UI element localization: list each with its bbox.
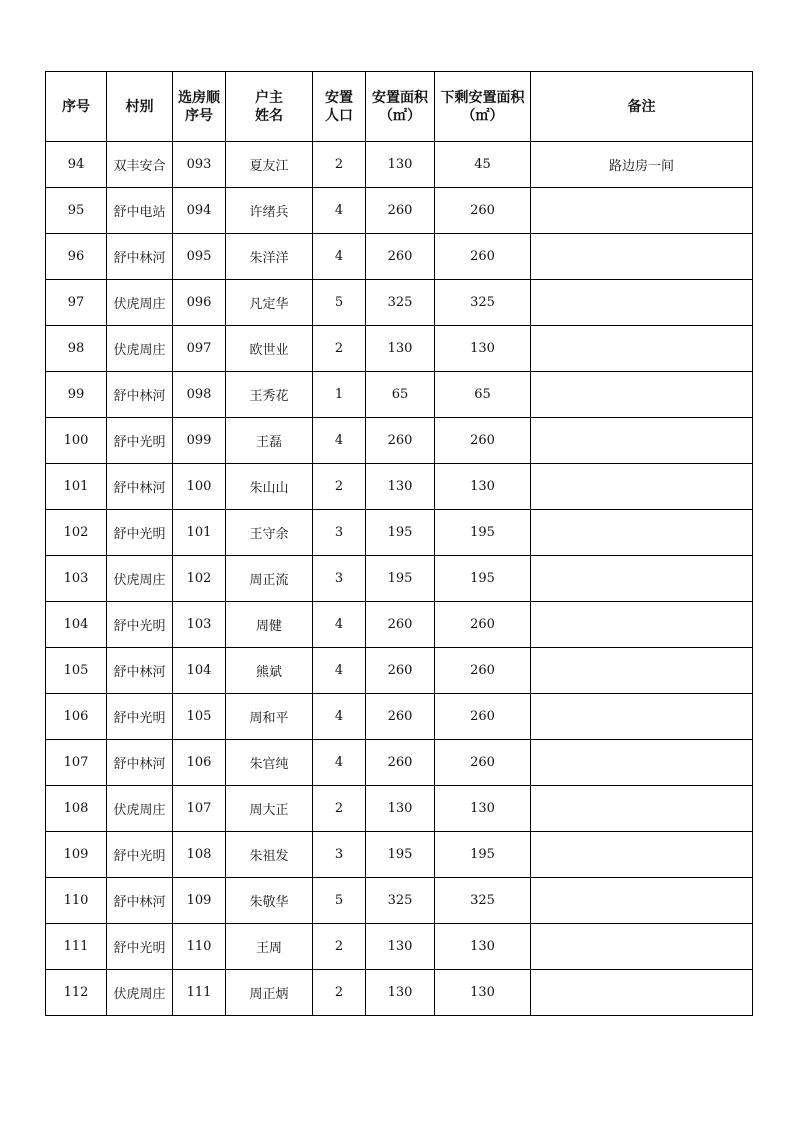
cell-village: 伏虎周庄 (107, 970, 173, 1016)
cell-householder-name: 王秀花 (226, 372, 313, 418)
cell-householder-name: 夏友江 (226, 142, 313, 188)
cell-area: 260 (366, 188, 435, 234)
cell-village: 舒中林河 (107, 740, 173, 786)
cell-selection-order: 107 (173, 786, 226, 832)
cell-population: 3 (313, 510, 366, 556)
cell-index: 96 (46, 234, 107, 280)
table-row (46, 694, 753, 740)
cell-remaining-area: 130 (435, 924, 531, 970)
cell-index: 106 (46, 694, 107, 740)
cell-remaining-area: 65 (435, 372, 531, 418)
cell-remaining-area: 130 (435, 786, 531, 832)
cell-area: 260 (366, 648, 435, 694)
cell-area: 260 (366, 740, 435, 786)
cell-remaining-area: 260 (435, 648, 531, 694)
cell-area: 260 (366, 602, 435, 648)
cell-selection-order: 102 (173, 556, 226, 602)
cell-area: 65 (366, 372, 435, 418)
cell-selection-order: 110 (173, 924, 226, 970)
cell-householder-name: 朱官纯 (226, 740, 313, 786)
cell-householder-name: 朱山山 (226, 464, 313, 510)
table-row (46, 372, 753, 418)
header-area-line: 安置面积 (372, 89, 428, 106)
cell-householder-name: 王周 (226, 924, 313, 970)
header-remaining-area-line: （㎡） (461, 107, 504, 124)
cell-selection-order: 103 (173, 602, 226, 648)
header-householder-name (226, 72, 313, 142)
cell-remarks (531, 326, 753, 372)
cell-remarks (531, 832, 753, 878)
cell-householder-name: 周和平 (226, 694, 313, 740)
cell-index: 102 (46, 510, 107, 556)
cell-population: 2 (313, 326, 366, 372)
cell-index: 95 (46, 188, 107, 234)
cell-area: 195 (366, 832, 435, 878)
cell-householder-name: 凡定华 (226, 280, 313, 326)
cell-remarks (531, 464, 753, 510)
table-row (46, 280, 753, 326)
cell-village: 伏虎周庄 (107, 556, 173, 602)
cell-selection-order: 111 (173, 970, 226, 1016)
cell-village: 舒中林河 (107, 464, 173, 510)
header-population-line: 人口 (325, 107, 353, 124)
cell-remarks (531, 602, 753, 648)
cell-selection-order: 104 (173, 648, 226, 694)
header-area (366, 72, 435, 142)
cell-remarks (531, 372, 753, 418)
cell-population: 1 (313, 372, 366, 418)
cell-householder-name: 朱洋洋 (226, 234, 313, 280)
cell-selection-order: 093 (173, 142, 226, 188)
cell-village: 舒中光明 (107, 418, 173, 464)
cell-area: 260 (366, 694, 435, 740)
cell-selection-order: 098 (173, 372, 226, 418)
cell-village: 伏虎周庄 (107, 280, 173, 326)
table-row (46, 510, 753, 556)
cell-village: 舒中光明 (107, 694, 173, 740)
cell-village: 舒中光明 (107, 832, 173, 878)
cell-remaining-area: 195 (435, 556, 531, 602)
cell-population: 3 (313, 556, 366, 602)
cell-remarks (531, 924, 753, 970)
header-remarks-line: 备注 (627, 98, 656, 115)
cell-householder-name: 周大正 (226, 786, 313, 832)
cell-remaining-area: 260 (435, 188, 531, 234)
cell-remarks (531, 694, 753, 740)
table-row (46, 970, 753, 1016)
cell-remarks (531, 970, 753, 1016)
table-row (46, 740, 753, 786)
cell-population: 5 (313, 878, 366, 924)
cell-householder-name: 熊斌 (226, 648, 313, 694)
header-selection-order (173, 72, 226, 142)
cell-index: 97 (46, 280, 107, 326)
table-row (46, 878, 753, 924)
cell-householder-name: 许绪兵 (226, 188, 313, 234)
cell-remaining-area: 260 (435, 602, 531, 648)
cell-remaining-area: 130 (435, 326, 531, 372)
cell-remaining-area: 260 (435, 694, 531, 740)
cell-village: 舒中林河 (107, 878, 173, 924)
cell-population: 2 (313, 924, 366, 970)
header-householder-name-line: 户主 (255, 89, 283, 106)
header-village-line: 村别 (125, 98, 154, 115)
cell-population: 4 (313, 694, 366, 740)
header-selection-order-line: 序号 (185, 107, 213, 124)
cell-index: 103 (46, 556, 107, 602)
cell-remaining-area: 260 (435, 234, 531, 280)
cell-remarks (531, 740, 753, 786)
table-row (46, 234, 753, 280)
cell-population: 2 (313, 142, 366, 188)
cell-householder-name: 周正流 (226, 556, 313, 602)
cell-village: 伏虎周庄 (107, 326, 173, 372)
cell-remarks (531, 648, 753, 694)
cell-area: 195 (366, 510, 435, 556)
cell-area: 325 (366, 280, 435, 326)
table-row (46, 924, 753, 970)
cell-area: 325 (366, 878, 435, 924)
cell-area: 130 (366, 464, 435, 510)
cell-remaining-area: 325 (435, 878, 531, 924)
header-village (107, 72, 173, 142)
cell-village: 舒中林河 (107, 372, 173, 418)
cell-population: 3 (313, 832, 366, 878)
table-row (46, 648, 753, 694)
header-population (313, 72, 366, 142)
cell-selection-order: 109 (173, 878, 226, 924)
cell-index: 109 (46, 832, 107, 878)
cell-village: 双丰安合 (107, 142, 173, 188)
header-remaining-area-line: 下剩安置面积 (440, 89, 525, 106)
table-row (46, 786, 753, 832)
cell-village: 舒中电站 (107, 188, 173, 234)
header-row (46, 72, 753, 142)
header-remarks (531, 72, 753, 142)
cell-population: 4 (313, 648, 366, 694)
cell-selection-order: 096 (173, 280, 226, 326)
cell-population: 2 (313, 970, 366, 1016)
header-householder-name-line: 姓名 (255, 107, 283, 124)
cell-selection-order: 100 (173, 464, 226, 510)
cell-index: 99 (46, 372, 107, 418)
cell-index: 98 (46, 326, 107, 372)
cell-householder-name: 王守余 (226, 510, 313, 556)
cell-area: 130 (366, 786, 435, 832)
cell-index: 111 (46, 924, 107, 970)
table-row (46, 832, 753, 878)
cell-area: 130 (366, 924, 435, 970)
cell-remaining-area: 260 (435, 740, 531, 786)
table-row (46, 142, 753, 188)
cell-remarks (531, 878, 753, 924)
cell-remarks (531, 786, 753, 832)
table-row (46, 602, 753, 648)
cell-index: 107 (46, 740, 107, 786)
cell-remarks (531, 188, 753, 234)
cell-selection-order: 108 (173, 832, 226, 878)
cell-area: 130 (366, 142, 435, 188)
cell-householder-name: 周正炳 (226, 970, 313, 1016)
resettlement-table (45, 71, 753, 1016)
cell-index: 94 (46, 142, 107, 188)
cell-remarks (531, 510, 753, 556)
cell-remaining-area: 325 (435, 280, 531, 326)
cell-village: 舒中光明 (107, 924, 173, 970)
cell-selection-order: 105 (173, 694, 226, 740)
cell-population: 4 (313, 418, 366, 464)
cell-village: 舒中光明 (107, 602, 173, 648)
cell-remaining-area: 45 (435, 142, 531, 188)
cell-selection-order: 095 (173, 234, 226, 280)
header-area-line: （㎡） (379, 107, 421, 124)
cell-householder-name: 朱祖发 (226, 832, 313, 878)
header-remaining-area (435, 72, 531, 142)
table-row (46, 326, 753, 372)
cell-population: 4 (313, 602, 366, 648)
cell-area: 130 (366, 970, 435, 1016)
cell-remaining-area: 195 (435, 510, 531, 556)
cell-population: 2 (313, 786, 366, 832)
cell-remaining-area: 195 (435, 832, 531, 878)
cell-remarks (531, 418, 753, 464)
cell-selection-order: 101 (173, 510, 226, 556)
cell-population: 4 (313, 188, 366, 234)
cell-householder-name: 周健 (226, 602, 313, 648)
cell-population: 2 (313, 464, 366, 510)
cell-selection-order: 094 (173, 188, 226, 234)
cell-population: 4 (313, 234, 366, 280)
cell-area: 260 (366, 234, 435, 280)
cell-village: 舒中光明 (107, 510, 173, 556)
cell-householder-name: 朱敬华 (226, 878, 313, 924)
cell-village: 舒中林河 (107, 234, 173, 280)
header-population-line: 安置 (325, 89, 353, 106)
cell-remarks (531, 234, 753, 280)
cell-index: 108 (46, 786, 107, 832)
cell-remaining-area: 130 (435, 970, 531, 1016)
cell-area: 195 (366, 556, 435, 602)
cell-population: 5 (313, 280, 366, 326)
cell-index: 100 (46, 418, 107, 464)
cell-index: 112 (46, 970, 107, 1016)
cell-index: 110 (46, 878, 107, 924)
header-index-line: 序号 (62, 98, 90, 115)
cell-remaining-area: 260 (435, 418, 531, 464)
cell-remarks (531, 556, 753, 602)
cell-population: 4 (313, 740, 366, 786)
cell-householder-name: 欧世业 (226, 326, 313, 372)
header-index (46, 72, 107, 142)
cell-area: 130 (366, 326, 435, 372)
table-row (46, 464, 753, 510)
cell-selection-order: 097 (173, 326, 226, 372)
cell-remarks: 路边房一间 (531, 142, 753, 188)
cell-area: 260 (366, 418, 435, 464)
cell-village: 伏虎周庄 (107, 786, 173, 832)
table-row (46, 188, 753, 234)
cell-village: 舒中林河 (107, 648, 173, 694)
cell-selection-order: 106 (173, 740, 226, 786)
cell-index: 105 (46, 648, 107, 694)
cell-householder-name: 王磊 (226, 418, 313, 464)
cell-remarks (531, 280, 753, 326)
cell-selection-order: 099 (173, 418, 226, 464)
cell-remaining-area: 130 (435, 464, 531, 510)
header-selection-order-line: 选房顺 (178, 89, 220, 106)
table-row (46, 556, 753, 602)
table-row (46, 418, 753, 464)
table-body (46, 142, 753, 1016)
cell-index: 104 (46, 602, 107, 648)
cell-index: 101 (46, 464, 107, 510)
